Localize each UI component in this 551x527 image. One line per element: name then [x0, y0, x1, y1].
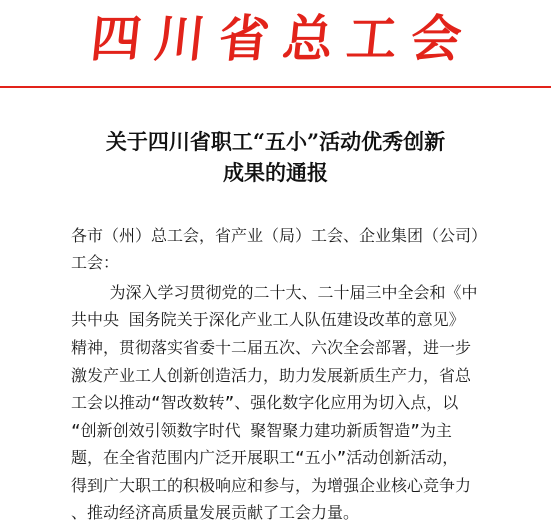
masthead — [0, 6, 551, 76]
document-title-line-2: 成果的通报 — [223, 160, 328, 185]
paragraph-line: 激发产业工人创新创造活力，助力发展新质生产力，省总 — [71, 366, 472, 385]
masthead-org-name: 四川省总工会 — [87, 9, 478, 68]
paragraph-line: 得到广大职工的积极响应和参与，为增强企业核心竞争力 — [71, 476, 472, 495]
document-title-line-1: 关于四川省职工“五小”活动优秀创新 — [105, 129, 446, 154]
addressee-line-1: 各市（州）总工会，省产业（局）工会、企业集团（公司） — [71, 226, 488, 245]
addressee-line-2: 工会： — [71, 253, 120, 272]
paragraph-line: “创新创效引领数字时代 聚智聚力建功新质智造”为主 — [71, 421, 452, 440]
masthead-red-rule — [0, 86, 551, 88]
paragraph-line: 工会以推动“智改数转”、强化数字化应用为切入点，以 — [71, 393, 459, 412]
paragraph-line: 精神，贯彻落实省委十二届五次、六次全会部署，进一步 — [71, 338, 472, 357]
paragraph-line: 为深入学习贯彻党的二十大、二十届三中全会和《中 — [71, 283, 478, 302]
paragraph-line: 共中央 国务院关于深化产业工人队伍建设改革的意见》 — [71, 310, 465, 329]
paragraph-line: 题，在全省范围内广泛开展职工“五小”活动创新活动， — [71, 448, 459, 467]
paragraph-line: 、推动经济高质量发展贡献了工会力量。 — [71, 503, 360, 522]
